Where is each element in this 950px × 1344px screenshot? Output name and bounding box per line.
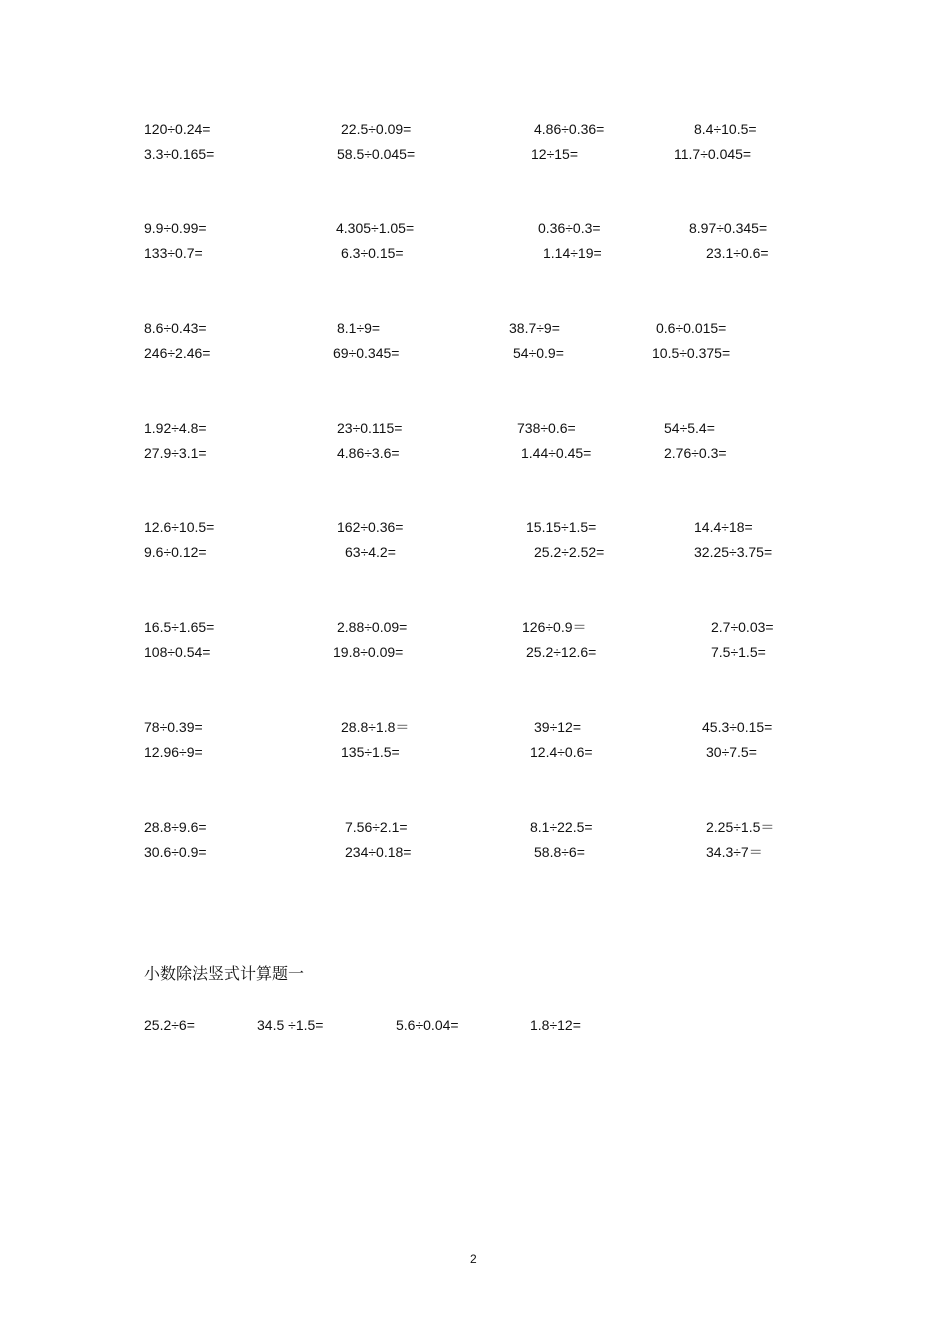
section-problem: 5.6÷0.04=	[396, 1017, 459, 1033]
problem: 4.86÷0.36=	[534, 121, 605, 137]
problem: 38.7÷9=	[509, 320, 560, 336]
problem: 9.6÷0.12=	[144, 544, 207, 560]
problem: 58.8÷6=	[534, 844, 585, 860]
problem: 162÷0.36=	[337, 519, 404, 535]
problem: 23.1÷0.6=	[706, 245, 769, 261]
problem: 69÷0.345=	[333, 345, 400, 361]
problem: 30÷7.5=	[706, 744, 757, 760]
problem: 4.305÷1.05=	[336, 220, 415, 236]
problem: 14.4÷18=	[694, 519, 753, 535]
problem: 135÷1.5=	[341, 744, 400, 760]
problem: 12.96÷9=	[144, 744, 203, 760]
problem: 8.4÷10.5=	[694, 121, 757, 137]
problem: 16.5÷1.65=	[144, 619, 215, 635]
section-problem: 25.2÷6=	[144, 1017, 195, 1033]
problem: 25.2÷12.6=	[526, 644, 597, 660]
problem: 34.3÷7＝	[706, 844, 763, 860]
problem: 8.1÷9=	[337, 320, 381, 336]
problem: 2.76÷0.3=	[664, 445, 727, 461]
problem: 11.7÷0.045=	[674, 146, 752, 162]
problem: 12.6÷10.5=	[144, 519, 215, 535]
problem: 2.7÷0.03=	[711, 619, 774, 635]
problem: 234÷0.18=	[345, 844, 412, 860]
problem: 6.3÷0.15=	[341, 245, 404, 261]
problem: 8.6÷0.43=	[144, 320, 207, 336]
problem: 8.97÷0.345=	[689, 220, 768, 236]
problem: 9.9÷0.99=	[144, 220, 207, 236]
problem: 8.1÷22.5=	[530, 819, 593, 835]
section-problem: 1.8÷12=	[530, 1017, 581, 1033]
problem: 78÷0.39=	[144, 719, 203, 735]
problem: 12÷15=	[531, 146, 579, 162]
problem: 246÷2.46=	[144, 345, 211, 361]
problem: 12.4÷0.6=	[530, 744, 593, 760]
problem: 10.5÷0.375=	[652, 345, 731, 361]
problem: 19.8÷0.09=	[333, 644, 404, 660]
problem: 108÷0.54=	[144, 644, 211, 660]
problem: 22.5÷0.09=	[341, 121, 412, 137]
problem: 58.5÷0.045=	[337, 146, 416, 162]
page-number: 2	[470, 1252, 477, 1266]
problem: 0.36÷0.3=	[538, 220, 601, 236]
problem: 45.3÷0.15=	[702, 719, 773, 735]
problem: 54÷0.9=	[513, 345, 564, 361]
section-problem: 34.5 ÷1.5=	[257, 1017, 324, 1033]
problem: 27.9÷3.1=	[144, 445, 207, 461]
problem: 1.92÷4.8=	[144, 420, 207, 436]
problem: 3.3÷0.165=	[144, 146, 215, 162]
problem: 7.5÷1.5=	[711, 644, 766, 660]
problem: 39÷12=	[534, 719, 582, 735]
section-title: 小数除法竖式计算题一	[144, 964, 305, 983]
problem: 120÷0.24=	[144, 121, 211, 137]
problem: 30.6÷0.9=	[144, 844, 207, 860]
problem: 1.14÷19=	[543, 245, 602, 261]
problem: 126÷0.9＝	[522, 619, 587, 635]
problem: 54÷5.4=	[664, 420, 715, 436]
problem: 738÷0.6=	[517, 420, 576, 436]
problem: 28.8÷1.8＝	[341, 719, 410, 735]
problem: 25.2÷2.52=	[534, 544, 605, 560]
problem: 7.56÷2.1=	[345, 819, 408, 835]
problem: 28.8÷9.6=	[144, 819, 207, 835]
problem: 2.25÷1.5＝	[706, 819, 775, 835]
problem: 23÷0.115=	[337, 420, 403, 436]
problem: 133÷0.7=	[144, 245, 203, 261]
problem: 4.86÷3.6=	[337, 445, 400, 461]
problem: 63÷4.2=	[345, 544, 396, 560]
problem: 2.88÷0.09=	[337, 619, 408, 635]
problem: 1.44÷0.45=	[521, 445, 592, 461]
problem: 15.15÷1.5=	[526, 519, 597, 535]
problem: 32.25÷3.75=	[694, 544, 773, 560]
problem: 0.6÷0.015=	[656, 320, 727, 336]
